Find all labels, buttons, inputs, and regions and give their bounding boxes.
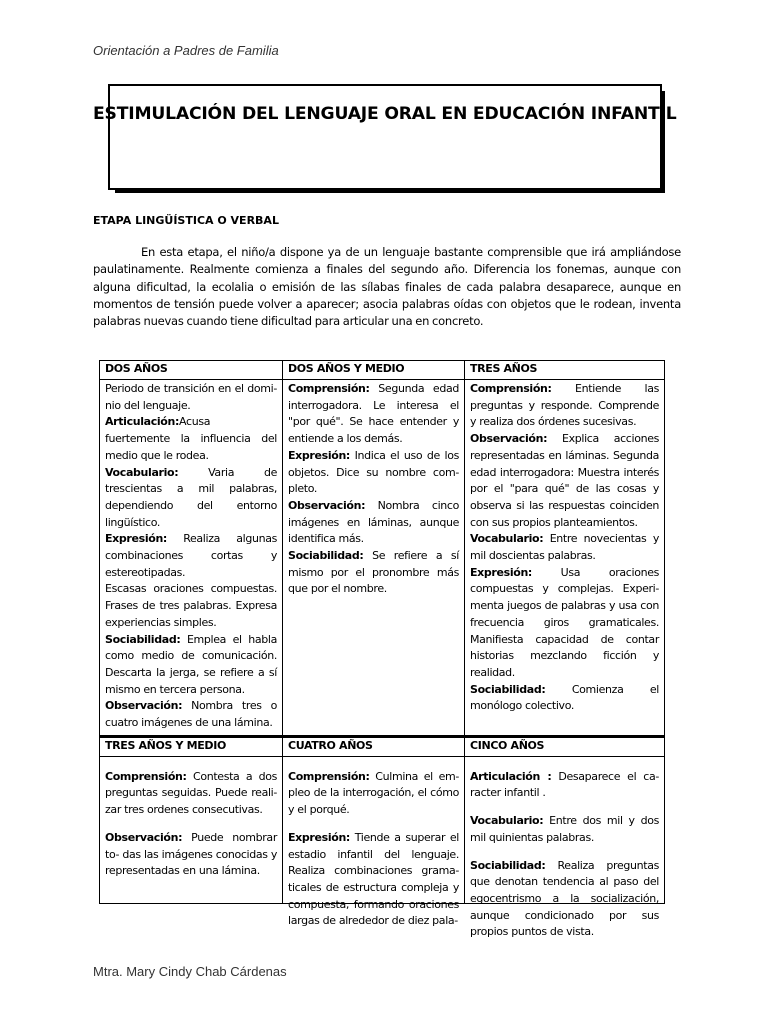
- stage-paragraph: [105, 581, 277, 631]
- stage-label: Observación:: [288, 498, 366, 512]
- document-title: ESTIMULACIÓN DEL LENGUAJE ORAL EN EDUCACIÓN INFANTIL: [93, 104, 677, 124]
- title-frame: [108, 84, 662, 190]
- header-dos-anos-y-medio: DOS AÑOS Y MEDIO: [283, 361, 465, 380]
- stage-label: Sociabilidad:: [470, 682, 546, 696]
- stage-text: Indica el uso de los objetos. Dice su nombre com- pleto.: [288, 448, 459, 496]
- cell-dos-anos: [100, 380, 283, 737]
- stage-text: Explica acciones representadas en láminas. Segunda edad interrogadora: Muestra interés por el "para qué" de las cosas y observa si las respuestas coinciden con sus propios planteamientos.: [470, 432, 659, 529]
- stage-text: Nombra tres o cuatro imágenes de una lámina.: [105, 699, 277, 730]
- stage-label: Sociabilidad:: [105, 632, 181, 646]
- stage-paragraph: [470, 431, 659, 531]
- stage-text: Segunda edad interrogadora. Le interesa el "por qué". Se hace entender y entiende a los demás.: [288, 382, 459, 446]
- stage-text: Realiza algunas combinaciones cortas y estereotipadas.: [105, 532, 277, 579]
- stage-text: Tiende a superar el estadio infantil del lenguaje. Realiza combinaciones grama- ticales de estructura compleja y compuesta, formando oraciones largas de alrededor de diez pala-: [288, 830, 459, 928]
- stage-text: Entre novecientas y mil doscientas palabras.: [470, 532, 659, 563]
- stage-text: Escasas oraciones compuestas. Frases de tres palabras. Expresa experiencias simples.: [105, 582, 277, 629]
- stage-paragraph: [470, 381, 659, 431]
- stage-paragraph: [470, 769, 659, 802]
- stage-text: Usa oraciones compuestas y complejas. Experi- menta juegos de palabras y usa con frecuencia giros gramaticales. Manifiesta capacidad de contar historias mezclando ficción y realidad.: [470, 565, 659, 679]
- stage-paragraph: [105, 632, 277, 699]
- stage-paragraph: [288, 769, 459, 819]
- stage-text: Emplea el habla como medio de comunicación. Descarta la jerga, se refiere a sí mismo en tercera persona.: [105, 632, 277, 696]
- page-footer: Mtra. Mary Cindy Chab Cárdenas: [93, 964, 287, 979]
- stage-paragraph: [105, 381, 277, 414]
- stage-paragraph: [105, 769, 277, 819]
- stage-label: Expresión:: [288, 830, 350, 844]
- stage-text: Culmina el em- pleo de la interrogación, el cómo y el porqué.: [288, 769, 459, 817]
- stage-label: Comprensión:: [288, 769, 370, 783]
- stage-paragraph: [288, 498, 459, 548]
- stage-paragraph: [288, 381, 459, 448]
- stage-paragraph: [470, 531, 659, 564]
- stage-paragraph: [288, 830, 459, 930]
- stage-text: Nombra cinco imágenes en láminas, aunque identifica más.: [288, 498, 459, 546]
- stage-paragraph: [470, 858, 659, 942]
- stage-label: Observación:: [105, 699, 183, 713]
- stage-paragraph: [105, 531, 277, 581]
- intro-text: En esta etapa, el niño/a dispone ya de un lenguaje bastante comprensible que irá ampliándose paulatinamente. Realmente comienza a finales del segundo año. Diferencia los fonemas, aunque con alguna dificultad, la ecolalia o emisión de las sílabas finales de cada palabra desaparece, aunque en momentos de tensión puede volver a aparecer; asocia palabras oídas con objetos que le rodean, inventa palabras nuevas cuando tiene dificultad para articular una en concreto.: [93, 245, 681, 329]
- stage-label: Comprensión:: [288, 382, 370, 395]
- stage-paragraph: [470, 813, 659, 846]
- stage-label: Expresión:: [105, 532, 167, 546]
- stage-text: Entiende las preguntas y responde. Comprende y realiza dos órdenes sucesivas.: [470, 382, 659, 429]
- stage-text: Realiza preguntas que denotan tendencia al paso del egocentrismo a la socialización, aunque condicionado por sus propios puntos de vista.: [470, 858, 659, 939]
- stage-text: Comienza el monólogo colectivo.: [470, 682, 659, 713]
- stage-label: Sociabilidad:: [288, 549, 364, 563]
- cell-tres-anos: [465, 380, 665, 737]
- stage-paragraph: [105, 465, 277, 532]
- stage-paragraph: [105, 414, 277, 464]
- stage-label: Comprensión:: [470, 382, 552, 395]
- stage-text: Contesta a dos preguntas seguidas. Puede reali- zar tres ordenes consecutivas.: [105, 769, 277, 817]
- stage-text: Periodo de transición en el domi- nio del lenguaje.: [105, 382, 277, 412]
- stage-label: Vocabulario:: [470, 532, 544, 546]
- cell-cuatro-anos: [283, 756, 465, 928]
- stage-text: Puede nombrar to- das las imágenes conocidas y representadas en una lámina.: [105, 830, 277, 878]
- stage-label: Comprensión:: [105, 769, 187, 783]
- page-header: Orientación a Padres de Familia: [93, 43, 279, 58]
- stage-paragraph: [105, 830, 277, 880]
- stage-label: Vocabulario:: [470, 814, 544, 828]
- header-dos-anos: DOS AÑOS: [100, 361, 283, 380]
- stage-label: Observación:: [105, 830, 183, 844]
- stage-label: Expresión:: [470, 565, 532, 579]
- header-tres-anos-y-medio: TRES AÑOS Y MEDIO: [100, 736, 283, 756]
- stage-label: Expresión:: [288, 448, 350, 462]
- language-stages-table: [99, 360, 665, 939]
- intro-paragraph: [93, 244, 681, 330]
- header-cuatro-anos: CUATRO AÑOS: [283, 736, 465, 756]
- cell-tres-anos-y-medio: [100, 756, 283, 903]
- stage-text: Desaparece el ca- racter infantil .: [470, 769, 659, 800]
- stage-label: Articulación:: [105, 415, 180, 429]
- stage-label: Vocabulario:: [105, 465, 179, 479]
- stage-label: Observación:: [470, 432, 548, 446]
- stage-paragraph: [288, 548, 459, 598]
- cell-cinco-anos: [465, 756, 665, 939]
- section-heading: ETAPA LINGÜÍSTICA O VERBAL: [93, 214, 279, 227]
- stage-paragraph: [470, 682, 659, 715]
- cell-dos-anos-y-medio: [283, 380, 465, 737]
- header-tres-anos: TRES AÑOS: [465, 361, 665, 380]
- stage-label: Sociabilidad:: [470, 858, 546, 872]
- stage-label: Articulación :: [470, 769, 552, 783]
- stage-paragraph: [470, 565, 659, 682]
- stage-text: Se refiere a sí mismo por el pronombre más que por el nombre.: [288, 549, 459, 596]
- stage-text: Varia de trescientas a mil palabras, dependiendo del entorno lingüístico.: [105, 465, 277, 529]
- stage-text: Acusa fuertemente la influencia del medio que le rodea.: [105, 415, 277, 462]
- stage-text: Entre dos mil y dos mil quinientas palabras.: [470, 814, 659, 844]
- stage-paragraph: [105, 698, 277, 731]
- header-cinco-anos: CINCO AÑOS: [465, 736, 665, 756]
- stage-paragraph: [288, 448, 459, 498]
